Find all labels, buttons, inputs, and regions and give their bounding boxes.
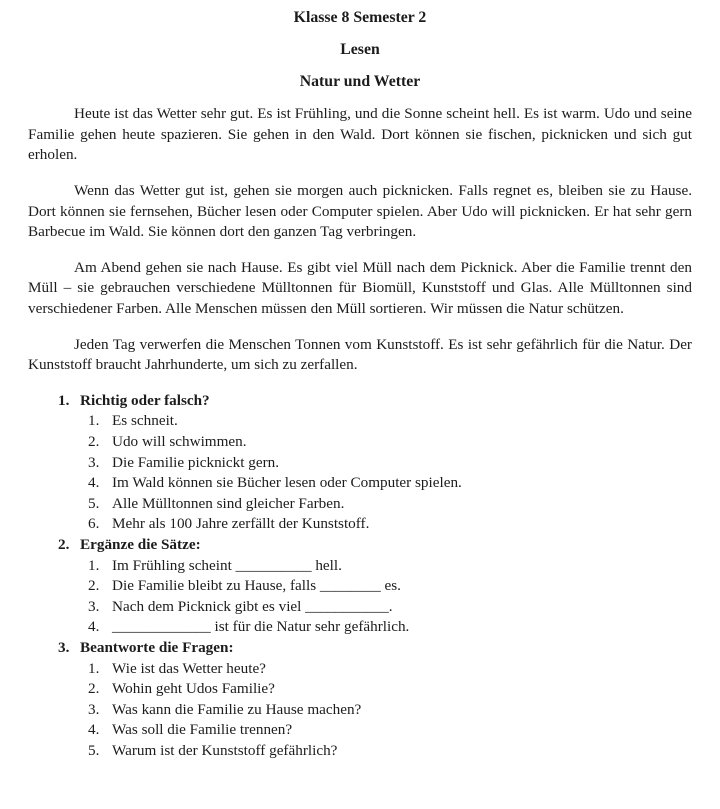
exercise-item: _____________ ist für die Natur sehr gefährlich. [112,618,410,636]
paragraph-weather: Heute ist das Wetter sehr gut. Es ist Frühling, und die Sonne scheint hell. Es ist warm. Udo und seine Familie gehen heute spazieren. Sie gehen in den Wald. Dort können sie fischen, picknicken und sich gut erholen. [28,105,692,164]
exercise-item: Alle Mülltonnen sind gleicher Farben. [112,494,345,512]
exercise-list [28,391,692,762]
paragraph-recycling: Am Abend gehen sie nach Hause. Es gibt viel Müll nach dem Picknick. Aber die Familie trennt den Müll – sie gebrauchen verschiedene Mülltonnen für Biomüll, Kunststoff und Glas. Alle Mülltonnen sind verschiedener Farben. Alle Menschen müssen den Müll sortieren. Wir müssen die Natur schützen. [28,258,692,318]
doc-title: Klasse 8 Semester 2 [293,9,427,26]
exercise-item: Im Frühling scheint __________ hell. [112,556,342,574]
exercise-item: Was soll die Familie trennen? [112,721,293,739]
exercise-title: Beantworte die Fragen: [80,638,234,656]
exercise-fill-in [58,535,692,638]
exercise-title: Richtig oder falsch? [80,391,210,409]
exercise-item: Es schneit. [112,412,178,430]
exercise-items [58,556,692,638]
exercise-item: Udo will schwimmen. [112,433,247,450]
exercise-items [58,411,692,535]
exercise-item: Wie ist das Wetter heute? [112,659,266,677]
exercise-items [58,659,692,762]
paragraph-picnic: Wenn das Wetter gut ist, gehen sie morgen auch picknicken. Falls regnet es, bleiben sie zu Hause. Dort können sie fernsehen, Bücher lesen oder Computer spielen. Aber Udo will picknicken. Er hat sehr gern Barbecue im Wald. Sie können dort den ganzen Tag verbringen. [28,182,692,241]
exercise-item: Die Familie bleibt zu Hause, falls ________ es. [112,577,401,595]
exercise-item: Nach dem Picknick gibt es viel ___________. [112,597,393,615]
exercise-true-false [58,391,692,535]
exercise-item: Wohin geht Udos Familie? [112,680,275,698]
exercise-item: Warum ist der Kunststoff gefährlich? [112,741,338,759]
doc-section-heading: Lesen [340,41,380,59]
exercise-item: Was kann die Familie zu Hause machen? [112,700,362,718]
exercise-item: Mehr als 100 Jahre zerfällt der Kunststoff. [112,515,370,533]
doc-topic-heading: Natur und Wetter [299,73,421,91]
exercise-questions [58,638,692,762]
exercise-item: Im Wald können sie Bücher lesen oder Computer spielen. [112,474,462,492]
exercise-item: Die Familie picknickt gern. [112,453,280,471]
paragraph-plastic: Jeden Tag verwerfen die Menschen Tonnen vom Kunststoff. Es ist sehr gefährlich für die Natur. Der Kunststoff braucht Jahrhunderte, um sich zu zerfallen. [28,335,692,374]
exercise-title: Ergänze die Sätze: [80,535,201,553]
